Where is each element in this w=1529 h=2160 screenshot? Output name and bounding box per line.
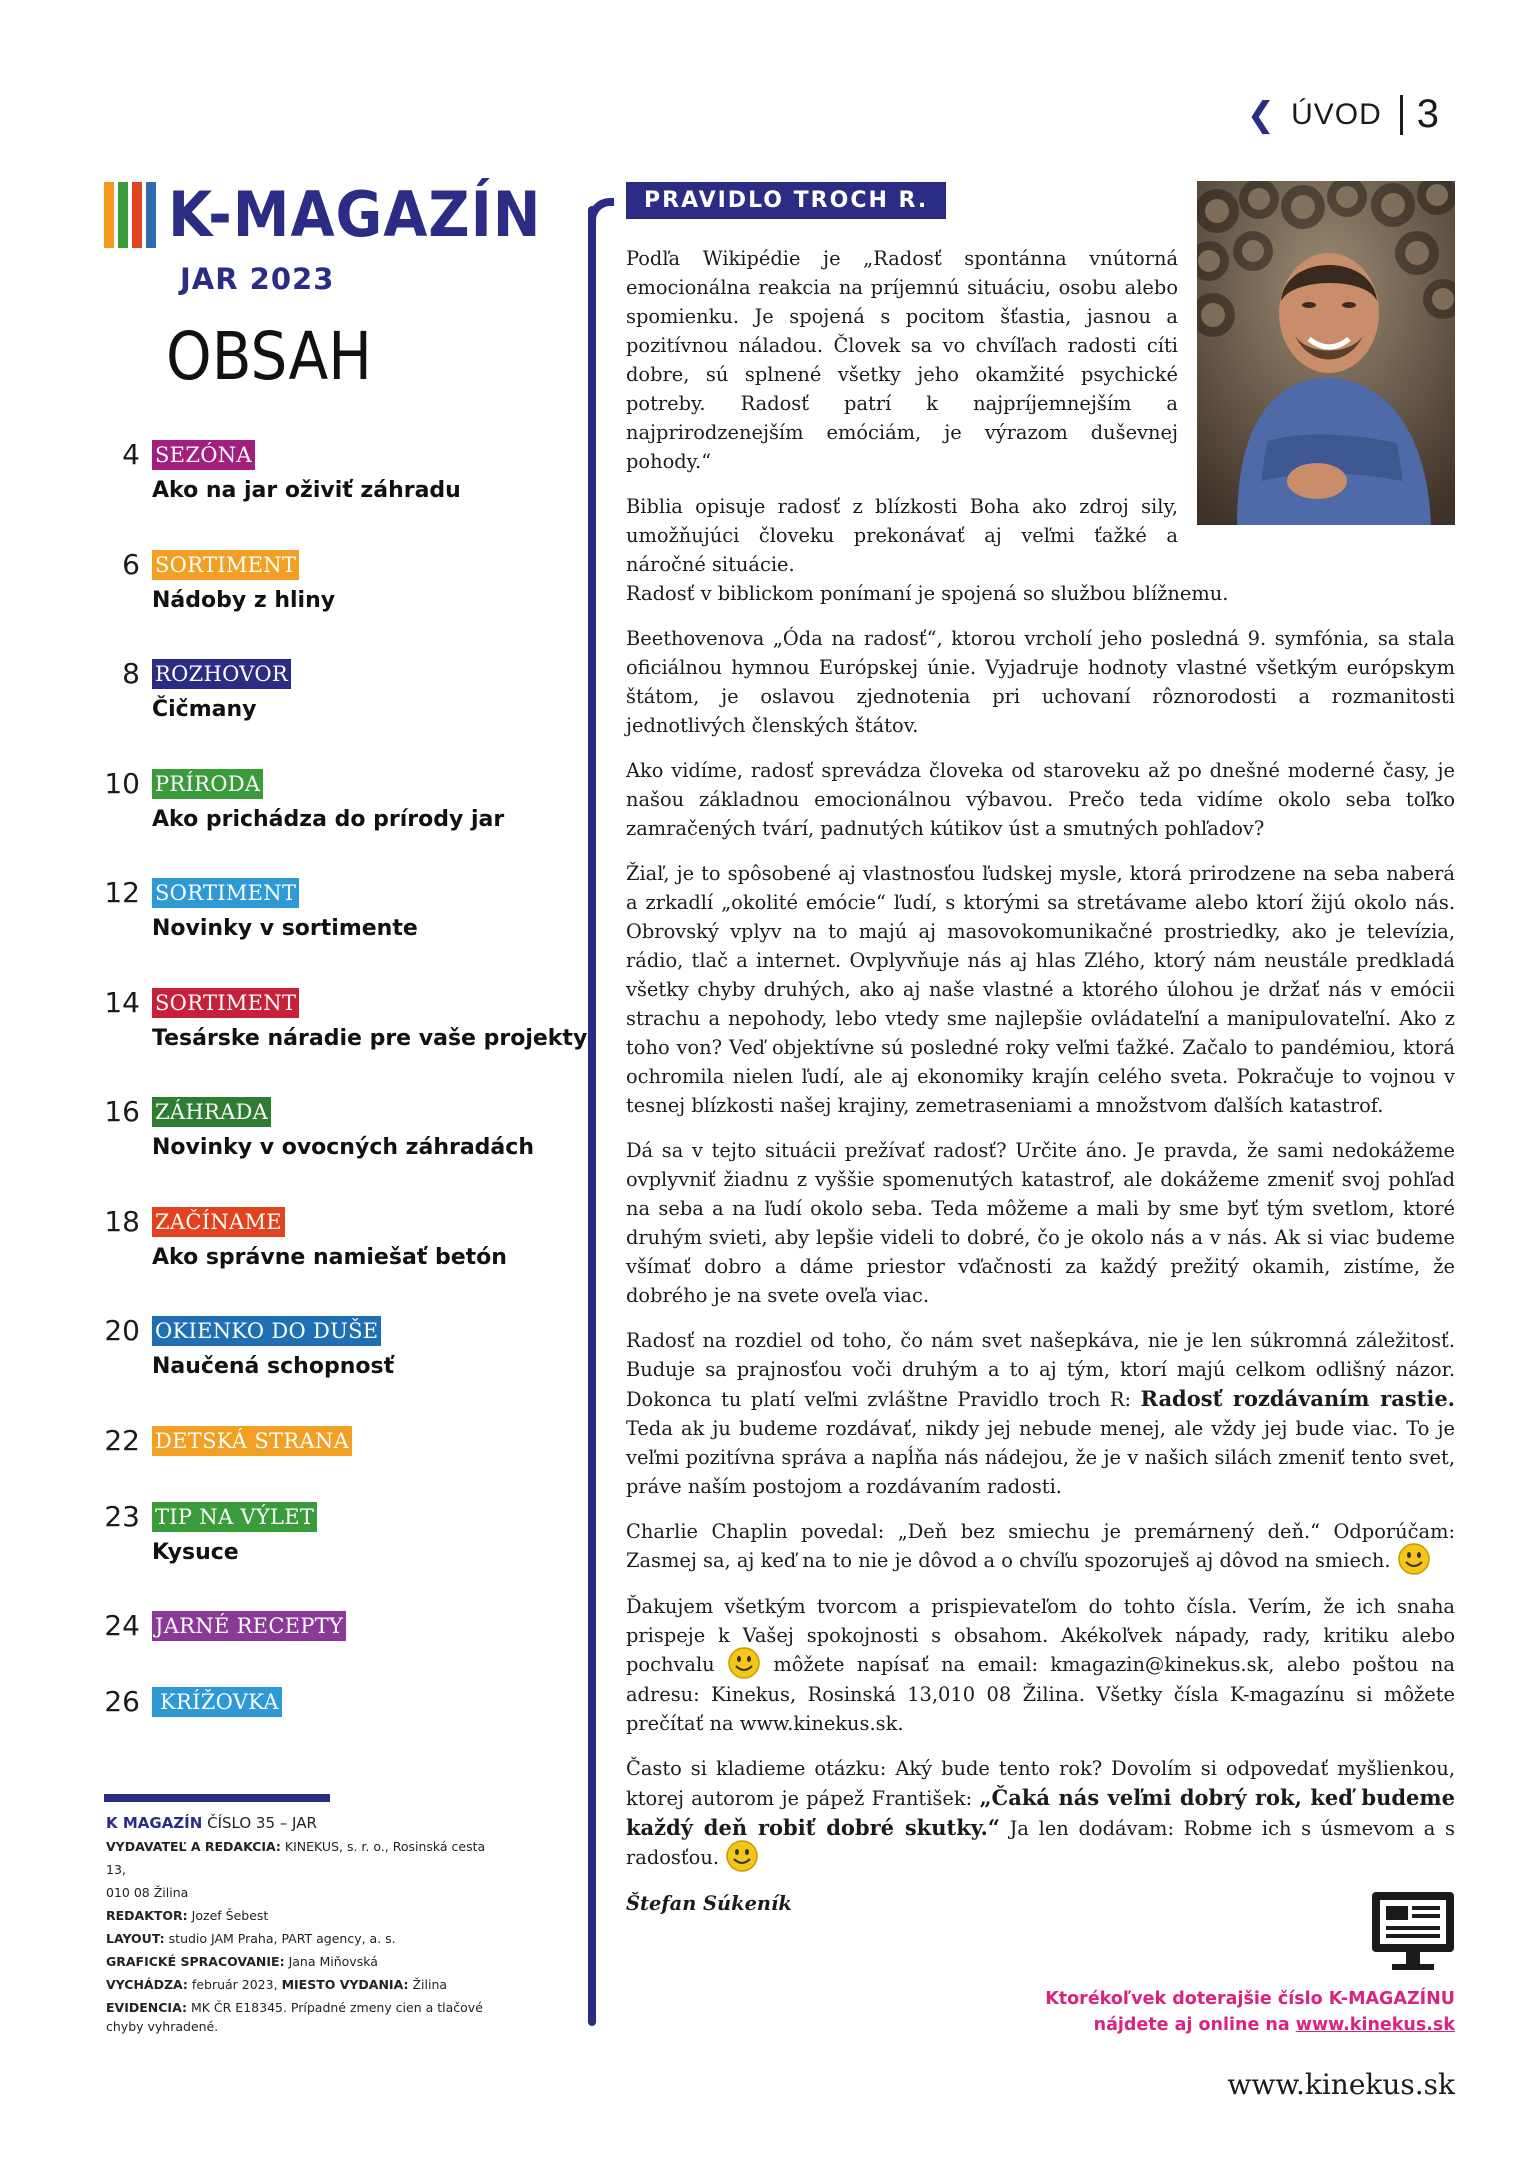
toc-page-number: 12 [104, 876, 140, 909]
article-paragraph [626, 1592, 1455, 1738]
toc-page-number: 23 [104, 1499, 140, 1533]
toc-page-number: 24 [104, 1609, 140, 1642]
toc-section-tag: ZÁHRADA [152, 1097, 271, 1127]
magazine-title: K-MAGAZÍN [168, 178, 542, 251]
toc-page-number: 6 [122, 547, 140, 581]
website-link[interactable]: www.kinekus.sk [1295, 2015, 1455, 2035]
toc-page-number: 20 [104, 1314, 140, 1347]
impressum-registration [106, 1998, 496, 2036]
article-paragraph: Žiaľ, je to spôsobené aj vlastnosťou ľudskej mysle, ktorá prirodzene na seba naberá a zrkadlí „okolité emócie“ ľudí, s ktorými sa stretávame alebo ktorí žijú okolo nás. Obrovský vplyv na to majú aj masovokomunikačné prostriedky, ako je televízia, rádio, tlač a internet. Ovplyvňuje nás aj hlas Zlého, ktorý nám neustále predkladá všetky chyby druhých, ako aj naše vlastné a ktorého úlohou je držať nás v emócii strachu a nepohody, lebo vtedy sme najlepšie ovládateľní a manipulovateľní. Ako z toho von? Veď objektívne sú posledné roky veľmi ťažké. Začalo to pandémiou, ktorá ochromila nielen ľudí, ale aj ekonomiky krajín celého sveta. Pokračuje to vojnou v tesnej blízkosti našej krajiny, zemetraseniami a množstvom ďalších katastrof. [626, 862, 1455, 1117]
toc-section-tag: PRÍRODA [152, 769, 263, 799]
logo-stripe [132, 182, 142, 248]
promo-line [1045, 2012, 1455, 2038]
toc-page-number: 8 [122, 657, 140, 690]
logo-stripe [104, 182, 114, 248]
toc-item[interactable] [96, 548, 566, 658]
toc-section-tag: ZAČÍNAME [152, 1207, 285, 1237]
article-text: môžete napísať na email: kmagazin@kinekus.sk, alebo poštou na adresu: Kinekus, Rosinská 13,010 08 Žilina. Všetky čísla K-magazínu si môžete prečítať na www.kinekus.sk. [626, 1653, 1455, 1735]
promo-line: Ktorékoľvek doterajšie číslo K-MAGAZÍNU [1045, 1989, 1455, 2009]
toc-section-tag: OKIENKO DO DUŠE [152, 1316, 381, 1346]
toc-section-tag: DETSKÁ STRANA [152, 1426, 352, 1456]
toc-item[interactable] [96, 1500, 566, 1610]
impressum-publisher [106, 1835, 496, 1881]
section-title: ÚVOD [1291, 97, 1382, 131]
divider [1400, 95, 1403, 135]
impressum-label: LAYOUT: [106, 1931, 165, 1946]
article-paragraph [626, 1517, 1455, 1576]
toc-section-tag: SORTIMENT [152, 550, 299, 580]
editorial-article [626, 244, 1455, 1934]
impressum-value: február 2023, [191, 1977, 278, 1992]
article-text: Často si kladieme otázku: Aký bude tento rok? Dovolím si odpovedať myšlienkou, ktorej autorom je pápež František: [626, 1757, 1455, 1810]
footer-website[interactable]: www.kinekus.sk [1227, 2068, 1455, 2101]
toc-section-tag: SEZÓNA [152, 440, 255, 470]
toc-headline: Naučená schopnosť [152, 1354, 395, 1379]
impressum-title [106, 1812, 496, 1835]
toc-page-number: 16 [104, 1095, 140, 1128]
article-paragraph: Podľa Wikipédie je „Radosť spontánna vnútorná emocionálna reakcia na príjemnú situáciu, osobu alebo spomienku. Je spojená s pocitom šťastia, jasnou a pozitívnou náladou. Človek sa vo chvíľach radosti cíti dobre, sú splnené všetky jeho okamžité psychické potreby. Radosť patrí k najpríjemnejším a najprirodzenejším emóciám, je výrazom duševnej pohody.“ [626, 247, 1178, 473]
impressum-value: studio JAM Praha, PART agency, a. s. [168, 1931, 396, 1946]
author-signature: Štefan Súkeník [626, 1892, 792, 1915]
logo-stripe [146, 182, 156, 248]
article-paragraph: Dá sa v tejto situácii prežívať radosť? Určite áno. Je pravda, že sami nedokážeme ovplyvniť žiadnu z vyššie spomenutých katastrof, ale dokážeme zmeniť svoj pohľad na seba a na ľudí okolo seba. Teda môžeme a mali by sme byť tým svetlom, ktoré druhým svieti, aby lepšie videli to dobré, čo je okolo nás a v nás. Ak si viac budeme všímať dobro a dáme priestor vďačnosti za každý prežitý okamih, zistíme, že dobrého je na svete oveľa viac. [626, 1139, 1455, 1307]
impressum-value: Jana Miňovská [288, 1954, 378, 1969]
impressum-layout [106, 1927, 496, 1950]
toc-headline: Novinky v ovocných záhradách [152, 1135, 534, 1160]
toc-headline: Novinky v sortimente [152, 916, 418, 941]
online-archive-promo [1045, 1986, 1455, 2038]
section-nav [1247, 92, 1439, 137]
toc-section-tag: SORTIMENT [152, 988, 299, 1018]
smiley-icon [1397, 1542, 1431, 1576]
column-divider-hook [588, 198, 614, 224]
impressum-value: Jozef Šebest [191, 1908, 269, 1923]
chevron-left-icon[interactable]: ❮ [1246, 94, 1276, 135]
article-text: Radosť v biblickom ponímaní je spojená so službou blížnemu. [626, 582, 1229, 605]
article-paragraph [626, 1326, 1455, 1501]
article-emphasis: Radosť rozdávaním rastie. [1140, 1386, 1455, 1411]
toc-section-tag: KRÍŽOVKA [152, 1687, 282, 1717]
impressum-label: GRAFICKÉ SPRACOVANIE: [106, 1954, 285, 1969]
impressum-value: MK ČR E18345. Prípadné zmeny cien a tlačové chyby vyhradené. [106, 2000, 483, 2034]
toc-headline: Ako prichádza do prírody jar [152, 806, 505, 832]
impressum-name: K MAGAZÍN [106, 1814, 203, 1832]
article-text: Teda ak ju budeme rozdávať, nikdy jej nebude menej, ale vždy jej bude viac. To je veľmi pozitívna správa a napĺňa nás nádejou, že je v našich silách zmeniť tento svet, práve naším postojom a rozdávaním radosti. [626, 1417, 1455, 1498]
article-paragraph [626, 492, 1455, 608]
toc-item[interactable] [96, 767, 566, 877]
impressum-issue: ČÍSLO 35 – JAR [207, 1814, 317, 1832]
smiley-icon [725, 1839, 759, 1873]
toc-item[interactable] [96, 1424, 566, 1500]
article-text: Charlie Chaplin povedal: „Deň bez smiechu je premárnený deň.“ Odporúčam: Zasmej sa, aj keď na to nie je dôvod a o chvíľu spozoruješ aj dôvod na smiech. [626, 1520, 1455, 1572]
impressum-divider [104, 1794, 330, 1802]
article-label: PRAVIDLO TROCH R. [626, 182, 946, 219]
article-text: Radosť na rozdiel od toho, čo nám svet našepkáva, nie je len súkromná záležitosť. Buduje sa prajnosťou voči druhým a to aj tým, ktorí majú celkom odlišný názor. Dokonca tu platí veľmi zvláštne Pravidlo troch R: [626, 1329, 1455, 1411]
impressum [106, 1812, 496, 2036]
toc-page-number: 14 [104, 985, 140, 1019]
impressum-value: KINEKUS, s. r. o., Rosinská cesta 13, [106, 1839, 486, 1877]
toc-section-tag: ROZHOVOR [152, 659, 291, 689]
toc-item[interactable] [96, 876, 566, 986]
toc-item[interactable] [96, 1685, 566, 1745]
toc-page-number: 18 [104, 1204, 140, 1238]
impressum-value: Žilina [412, 1977, 448, 1992]
article-text: Ďakujem všetkým tvorcom a prispievateľom do tohto čísla. Verím, že ich snaha prispeje k Vašej spokojnosti s obsahom. Akékoľvek nápady, rady, kritiku alebo pochvalu [626, 1595, 1455, 1676]
toc-section-tag: TIP NA VÝLET [152, 1502, 317, 1532]
toc-section-tag: SORTIMENT [152, 878, 299, 908]
impressum-label: VYDAVATEĽ A REDAKCIA: [106, 1839, 281, 1854]
toc-page-number: 4 [122, 438, 140, 471]
logo-stripe [118, 182, 128, 248]
impressum-label: REDAKTOR: [106, 1908, 188, 1923]
toc-headline: Nádoby z hliny [152, 587, 336, 613]
impressum-editor [106, 1904, 496, 1927]
toc-item[interactable] [96, 1095, 566, 1205]
article-paragraph [626, 1754, 1455, 1873]
article-paragraph: Ako vidíme, radosť sprevádza človeka od staroveku až po dnešné moderné časy, je našou základnou emocionálnou výbavou. Prečo teda vidíme okolo seba toľko zamračených tvárí, padnutých kútikov úst a smutných pohľadov? [626, 759, 1455, 840]
article-paragraph: Beethovenova „Óda na radosť“, ktorou vrcholí jeho posledná 9. symfónia, sa stala oficiálnou hymnou Európskej únie. Vyjadruje hodnoty vlastné všetkým európskym štátom, je oslavou zjednotenia pri uchovaní rôznorodosti a rozmanitosti jednotlivých členských štátov. [626, 627, 1455, 737]
toc-headline: Ako na jar oživiť záhradu [152, 478, 461, 503]
article-text: Biblia opisuje radosť z blízkosti Boha ako zdroj sily, umožňujúci človeku prekonávať aj veľmi ťažké a náročné situácie. [626, 495, 1178, 576]
page-number: 3 [1416, 92, 1439, 136]
magazine-logo [104, 178, 574, 251]
toc-section-tag: JARNÉ RECEPTY [152, 1611, 346, 1641]
impressum-publisher-address: 010 08 Žilina [106, 1885, 189, 1900]
column-divider [588, 206, 596, 2026]
toc-headline: Ako správne namiešať betón [152, 1244, 507, 1270]
toc-page-number: 22 [104, 1423, 140, 1457]
toc-page-number: 10 [104, 766, 140, 800]
table-of-contents [96, 438, 588, 1745]
impressum-graphics [106, 1950, 496, 1973]
toc-headline: Čičmany [152, 697, 257, 722]
toc-item[interactable] [96, 1205, 566, 1315]
impressum-release [106, 1973, 496, 1996]
toc-item[interactable] [96, 1314, 566, 1424]
impressum-label: MIESTO VYDANIA: [281, 1977, 409, 1992]
logo-stripes [104, 182, 156, 248]
article-quote: „Čaká nás veľmi dobrý rok, keď budeme každý deň robiť dobré skutky.“ [626, 1785, 1456, 1840]
impressum-label: VYCHÁDZA: [106, 1977, 188, 1992]
toc-headline: Tesárske náradie pre vaše projekty [152, 1025, 588, 1051]
issue-season: JAR 2023 [180, 262, 335, 296]
impressum-label: EVIDENCIA: [106, 2000, 187, 2015]
contents-heading: OBSAH [166, 318, 372, 395]
smiley-icon [727, 1646, 761, 1680]
toc-page-number: 26 [104, 1685, 140, 1718]
article-text: Ja len dodávam: Robme ich s úsmevom a s radosťou. [626, 1817, 1455, 1869]
toc-item[interactable] [96, 438, 566, 548]
toc-item[interactable] [96, 1609, 566, 1685]
monitor-icon [1370, 1890, 1456, 1974]
promo-text: nájdete aj online na [1093, 2015, 1290, 2035]
toc-item[interactable] [96, 657, 566, 767]
toc-item[interactable] [96, 985, 588, 1096]
toc-headline: Kysuce [152, 1539, 239, 1565]
